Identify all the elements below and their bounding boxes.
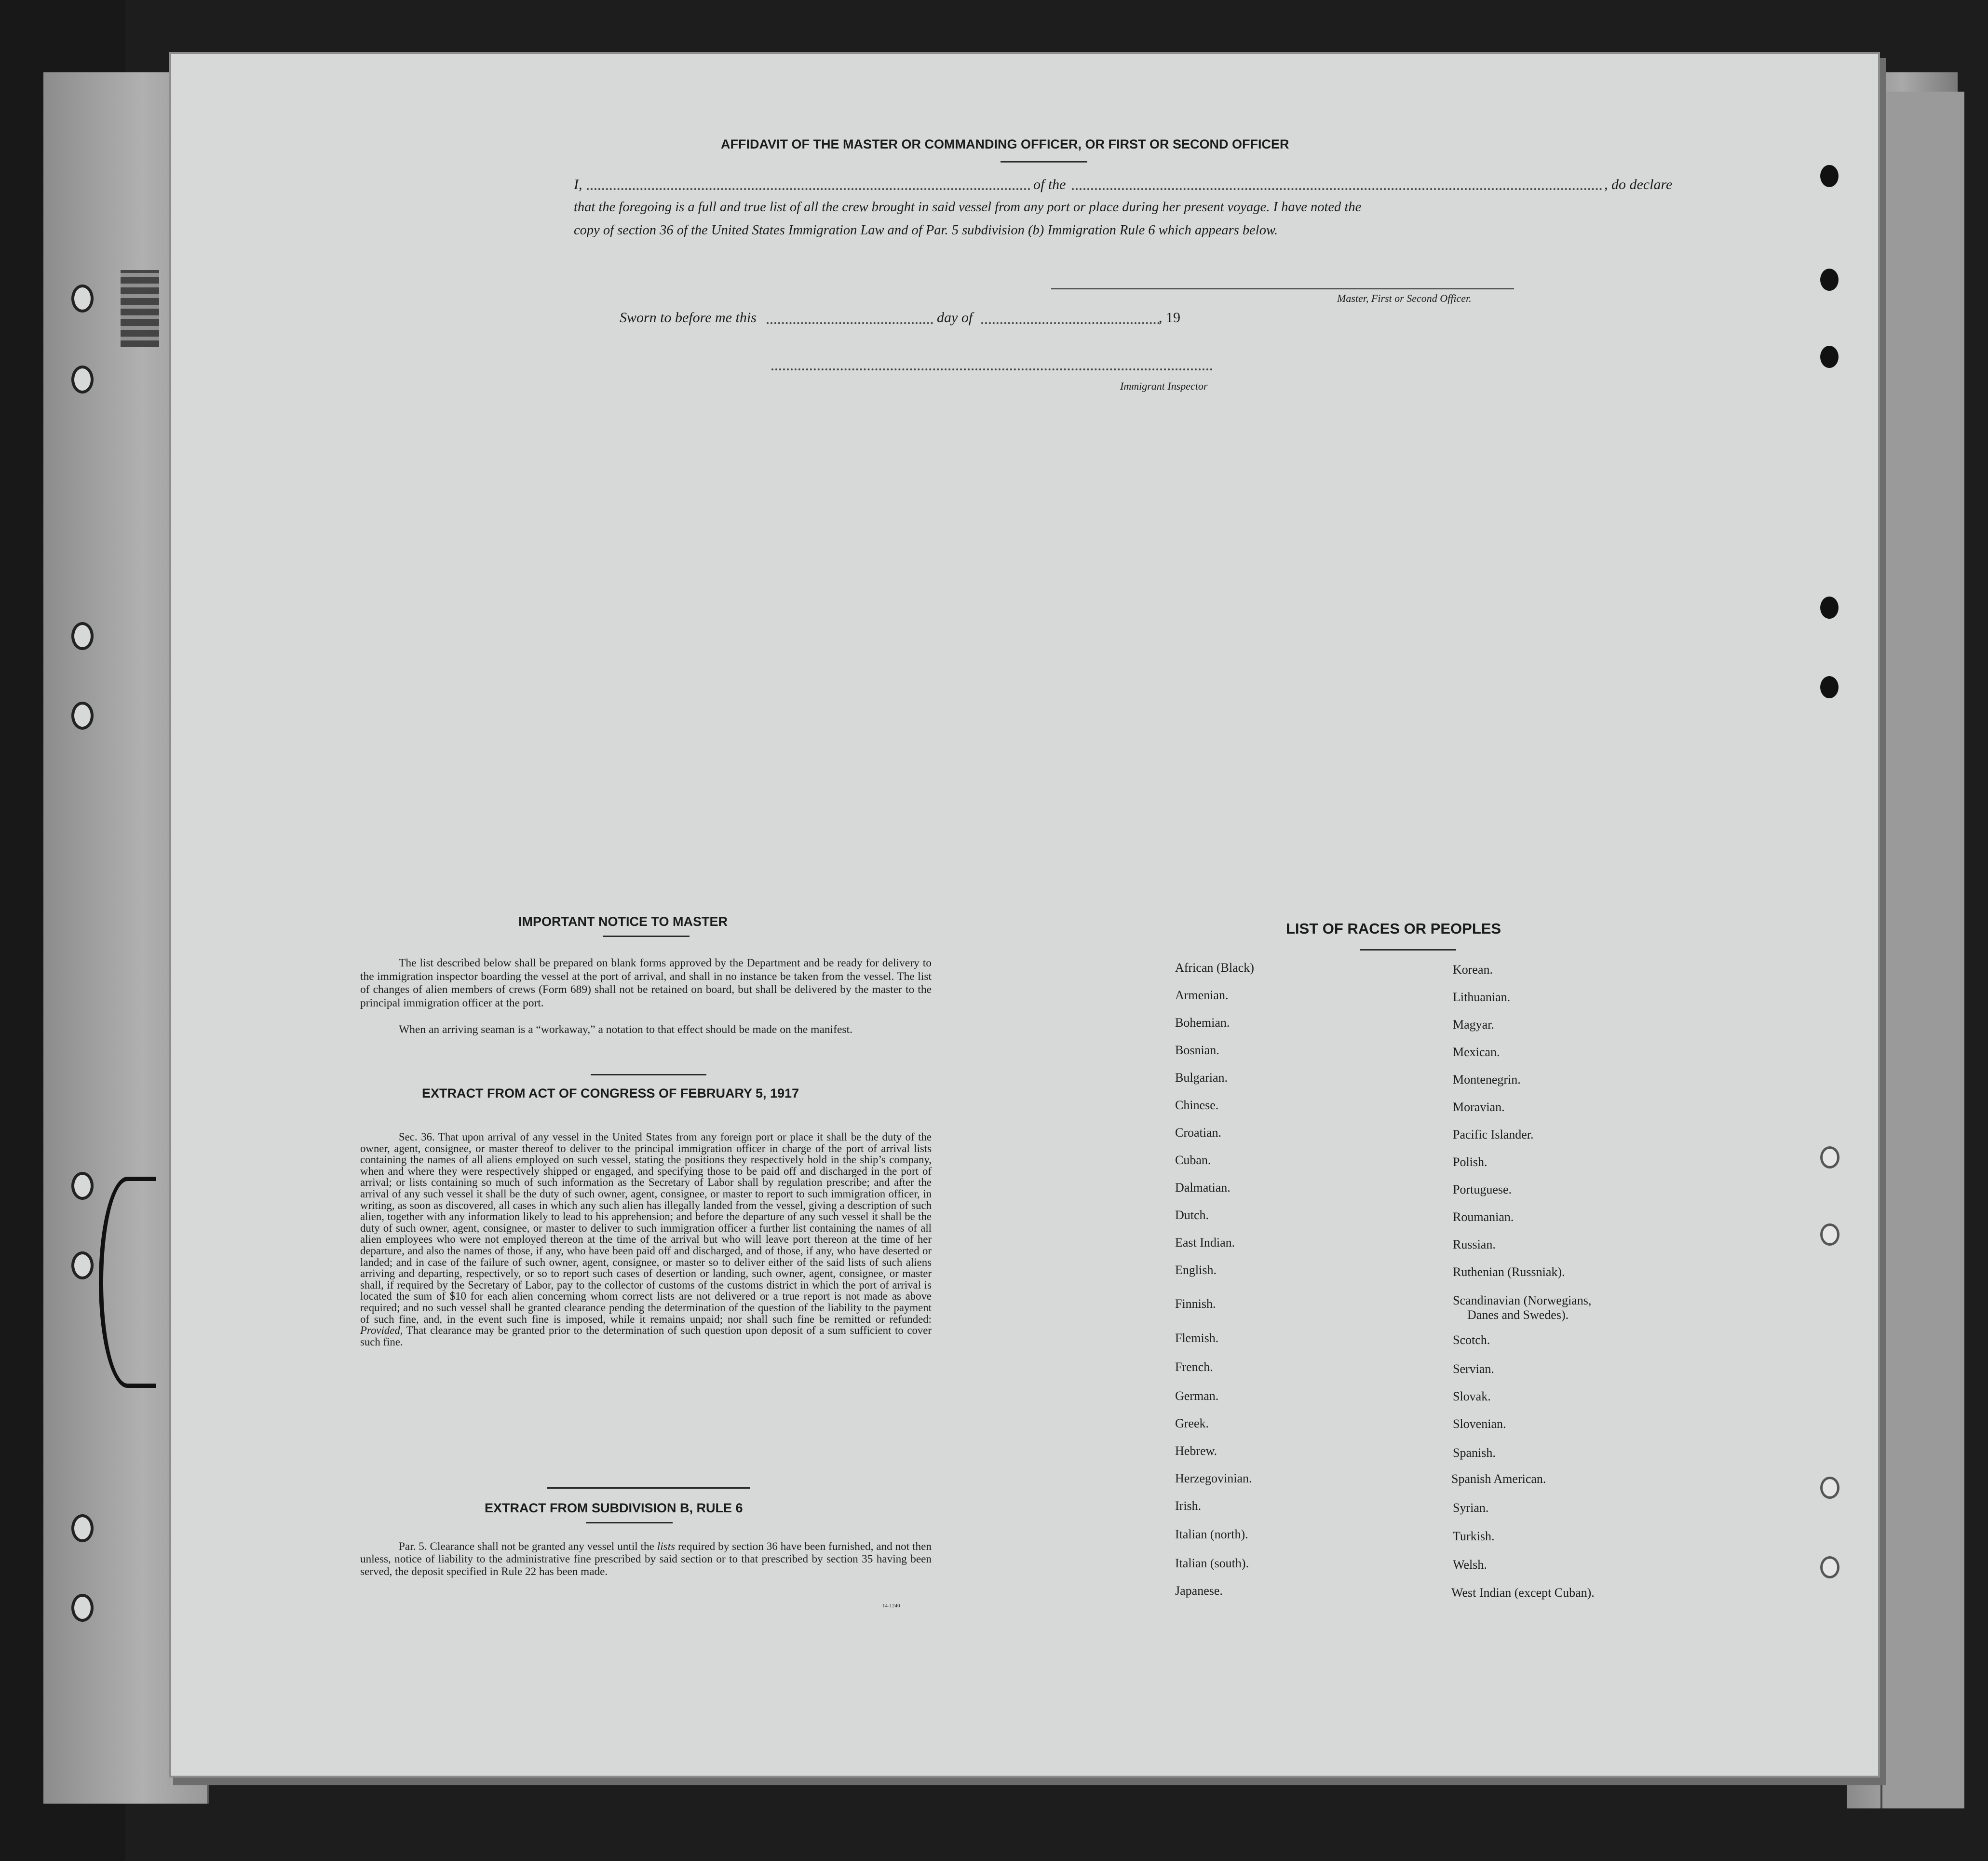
binder-hole-icon xyxy=(71,622,94,650)
punch-hole-icon xyxy=(1820,676,1839,698)
punch-hole-icon xyxy=(1820,1146,1839,1168)
rule-text-1: Par. 5. Clearance shall not be granted any vessel until the xyxy=(399,1540,654,1553)
race-right-item: Scotch. xyxy=(1453,1333,1490,1347)
lists-word: lists xyxy=(657,1540,676,1553)
race-right-item: Scandinavian (Norwegians, xyxy=(1453,1293,1592,1307)
race-right-item: Servian. xyxy=(1453,1362,1494,1376)
race-left-item: Finnish. xyxy=(1175,1297,1216,1311)
race-left-item: Herzegovinian. xyxy=(1175,1471,1252,1485)
affidavit-of-the-label: of the xyxy=(1033,177,1066,192)
races-underline xyxy=(1360,949,1456,951)
affidavit-i-label: I, xyxy=(574,177,582,192)
inspector-signature-line[interactable] xyxy=(771,368,1213,370)
binder-hole-icon xyxy=(71,702,94,730)
binder-hole-icon xyxy=(71,285,94,312)
right-sheet-stack-edge xyxy=(1880,92,1964,1808)
race-right-item: Danes and Swedes). xyxy=(1467,1308,1569,1322)
form-number: 14-1240 xyxy=(882,1603,900,1609)
punch-hole-icon xyxy=(1820,346,1839,368)
race-right-item: Montenegrin. xyxy=(1453,1073,1521,1087)
sworn-label: Sworn to before me this xyxy=(620,310,757,326)
race-left-item: Hebrew. xyxy=(1175,1444,1217,1458)
race-left-item: African (Black) xyxy=(1175,961,1254,975)
race-left-item: Armenian. xyxy=(1175,988,1229,1002)
race-right-item: Spanish American. xyxy=(1451,1472,1546,1486)
punch-hole-icon xyxy=(1820,1223,1839,1246)
sworn-month-field[interactable] xyxy=(981,322,1160,324)
race-left-item: Bulgarian. xyxy=(1175,1071,1228,1085)
race-left-item: Bosnian. xyxy=(1175,1043,1219,1057)
race-left-item: Dutch. xyxy=(1175,1208,1209,1222)
binder-hole-icon xyxy=(71,1594,94,1622)
punch-hole-icon xyxy=(1820,165,1839,187)
day-of-label: day of xyxy=(937,310,973,326)
extract-rule-title: EXTRACT FROM SUBDIVISION B, RULE 6 xyxy=(485,1501,743,1515)
signature-line[interactable] xyxy=(1051,288,1514,289)
race-right-item: Syrian. xyxy=(1453,1501,1489,1515)
rule-underline xyxy=(586,1522,673,1523)
race-left-item: English. xyxy=(1175,1263,1217,1277)
affidavit-declare-label: , do declare xyxy=(1604,177,1673,192)
section-divider-2 xyxy=(547,1487,750,1489)
race-right-item: Pacific Islander. xyxy=(1453,1127,1534,1141)
race-left-item: East Indian. xyxy=(1175,1236,1235,1250)
race-left-item: Flemish. xyxy=(1175,1331,1219,1345)
races-title: LIST OF RACES OR PEOPLES xyxy=(1286,920,1501,937)
race-left-item: Chinese. xyxy=(1175,1098,1219,1112)
master-name-field[interactable] xyxy=(587,188,1030,190)
race-right-item: Ruthenian (Russniak). xyxy=(1453,1265,1565,1279)
punch-hole-icon xyxy=(1820,597,1839,619)
race-left-item: Italian (south). xyxy=(1175,1556,1249,1570)
race-left-item: Irish. xyxy=(1175,1499,1202,1513)
race-right-item: West Indian (except Cuban). xyxy=(1451,1586,1595,1600)
extract-act-title: EXTRACT FROM ACT OF CONGRESS OF FEBRUARY 5, 1917 xyxy=(422,1086,799,1100)
binder-hole-icon xyxy=(71,1514,94,1542)
race-left-item: Cuban. xyxy=(1175,1153,1211,1167)
binder-hole-icon xyxy=(71,1251,94,1279)
race-right-item: Spanish. xyxy=(1453,1446,1496,1460)
race-left-item: French. xyxy=(1175,1360,1213,1374)
sworn-day-field[interactable] xyxy=(767,322,933,324)
extract-act-body xyxy=(360,1131,932,1347)
punch-hole-icon xyxy=(1820,269,1839,291)
race-left-item: Japanese. xyxy=(1175,1584,1223,1598)
punch-hole-icon xyxy=(1820,1477,1839,1499)
affidavit-line-2: that the foregoing is a full and true list of all the crew brought in said vessel from any port or place during her present voyage. I have noted the xyxy=(574,200,1362,215)
signer-label: Master, First or Second Officer. xyxy=(1337,292,1472,304)
title-underline xyxy=(1001,161,1087,163)
race-left-item: German. xyxy=(1175,1389,1219,1403)
affidavit-title: AFFIDAVIT OF THE MASTER OR COMMANDING OFFICER, OR FIRST OR SECOND OFFICER xyxy=(721,137,1289,151)
race-left-item: Bohemian. xyxy=(1175,1016,1230,1030)
year-label: , 19 xyxy=(1159,310,1180,326)
section-divider xyxy=(591,1074,706,1075)
notice-title: IMPORTANT NOTICE TO MASTER xyxy=(518,914,728,929)
race-right-item: Slovenian. xyxy=(1453,1417,1506,1431)
notice-paragraph-1: The list described below shall be prepared on blank forms approved by the Department and be ready for delivery to the immigration inspector boarding the vessel at the port of arrival, and shall in no instance be taken from the vessel. The list of changes of alien members of crews (Form 689) shall not be retained on board, but shall be delivered by the master to the principal immigration officer at the port. xyxy=(360,957,932,1009)
notice-paragraph-2: When an arriving seaman is a “workaway,” a notation to that effect should be made on the manifest. xyxy=(399,1023,852,1036)
notice-underline xyxy=(603,936,690,937)
race-right-item: Russian. xyxy=(1453,1237,1496,1251)
inspector-label: Immigrant Inspector xyxy=(1120,380,1208,392)
extract-rule-body xyxy=(360,1540,932,1578)
race-left-item: Dalmatian. xyxy=(1175,1181,1231,1195)
provided-word: Provided, xyxy=(360,1324,403,1337)
race-right-item: Welsh. xyxy=(1453,1558,1487,1572)
sec-36-text-2: That clearance may be granted prior to the determination of such question upon deposit of a sum sufficient to cover such fine. xyxy=(360,1324,932,1348)
edge-stamp-mark xyxy=(121,270,159,347)
race-left-item: Greek. xyxy=(1175,1416,1209,1430)
form-page xyxy=(171,54,1878,1776)
race-right-item: Magyar. xyxy=(1453,1018,1494,1032)
sec-36-text-1: That upon arrival of any vessel in the United States from any foreign port or place it shall be the duty of the owner, agent, consignee, or master thereof to deliver to the principal immigration officer in charge of the port of arrival lists containing the names of all aliens employed on such vessel, stating the positions they respectively hold in the ship’s company, when and where they were respectively shipped or engaged, and specifying those to be paid off and discharged in the port of arrival; or lists containing so much of such information as the Secretary of Labor shall by regulation prescribe; and after the arrival of any such vessel it shall be the duty of such owner, agent, consignee, or master to report to such immigration officer, in writing, as soon as discovered, all cases in which any such alien has illegally landed from the vessel, giving a description of such alien, together with any information likely to lead to his apprehension; and before the departure of any such vessel it shall be the duty of such owner, agent, consignee, or master to deliver to such immigration officer a further list containing the names of all alien employees who were not employed thereon at the time of the arrival but who will leave port thereon at the time of her departure, and also the names of those, if any, who have been paid off and discharged, and of those, if any, who have deserted or landed; and in case of the failure of such owner, agent, consignee, or master so to deliver either of the said lists of such aliens arriving and departing, respectively, or so to report such cases of desertion or landing, such owner, agent, consignee, or master shall, if required by the Secretary of Labor, pay to the collector of customs of the customs district in which the port of arrival is located the sum of $10 for each alien concerning whom correct lists are not delivered or a true report is not made as above required; and no such vessel shall be granted clearance pending the determination of the question of the liability to the payment of such fine, and, in the event such fine is imposed, while it remains unpaid; nor shall such fine be remitted or refunded: xyxy=(360,1131,932,1325)
binder-ring xyxy=(99,1177,156,1388)
race-right-item: Lithuanian. xyxy=(1453,990,1511,1004)
race-right-item: Mexican. xyxy=(1453,1045,1500,1059)
race-left-item: Croatian. xyxy=(1175,1126,1222,1140)
race-right-item: Slovak. xyxy=(1453,1389,1491,1403)
sec-36-label: Sec. 36. xyxy=(399,1131,435,1143)
rule-text-2: required by section 36 have been furnished, and not then unless, notice of liability to the administrative fine prescribed by said section or to that prescribed by section 35 having been served, the deposit specified in Rule 22 has been made. xyxy=(360,1540,932,1578)
binder-hole-icon xyxy=(71,366,94,394)
race-right-item: Polish. xyxy=(1453,1155,1488,1169)
race-right-item: Portuguese. xyxy=(1453,1182,1512,1196)
race-left-item: Italian (north). xyxy=(1175,1527,1248,1541)
affidavit-line-3: copy of section 36 of the United States Immigration Law and of Par. 5 subdivision (b) Immigration Rule 6 which appears below. xyxy=(574,223,1278,238)
binder-hole-icon xyxy=(71,1172,94,1200)
race-right-item: Korean. xyxy=(1453,963,1493,977)
race-right-item: Moravian. xyxy=(1453,1100,1505,1114)
punch-hole-icon xyxy=(1820,1556,1839,1578)
race-right-item: Roumanian. xyxy=(1453,1210,1514,1224)
race-right-item: Turkish. xyxy=(1453,1529,1495,1543)
vessel-name-field[interactable] xyxy=(1072,188,1602,190)
